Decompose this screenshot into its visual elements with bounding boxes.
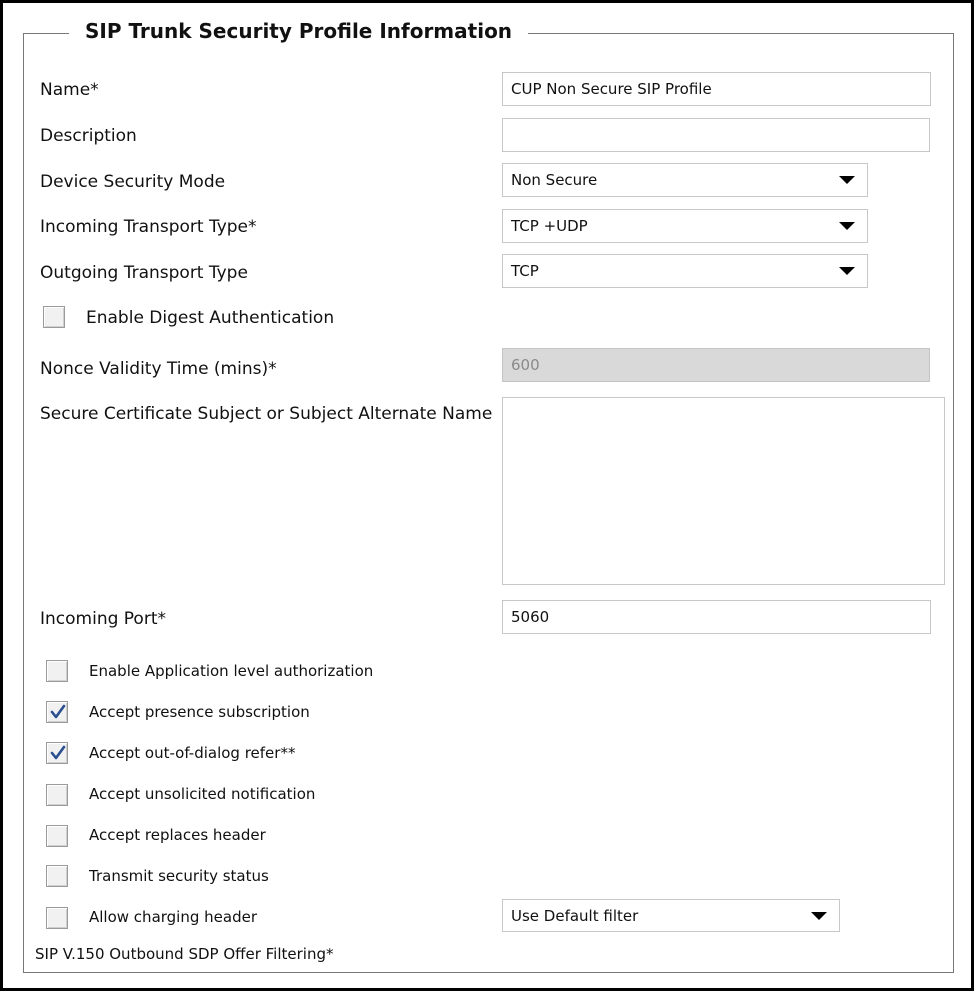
digest-auth-label: Enable Digest Authentication <box>86 308 335 328</box>
digest-auth-checkbox[interactable] <box>43 306 65 328</box>
charging-header-checkbox[interactable] <box>46 907 68 929</box>
app-level-auth-checkbox[interactable] <box>46 660 68 682</box>
nonce-validity-input: 600 <box>502 348 930 382</box>
sdp-filter-value: Use Default filter <box>511 906 639 925</box>
chevron-down-icon <box>839 176 855 184</box>
out-of-dialog-refer-checkbox[interactable] <box>46 742 68 764</box>
secure-cert-textarea[interactable] <box>502 397 945 585</box>
nonce-validity-label: Nonce Validity Time (mins)* <box>40 359 277 379</box>
outgoing-transport-label: Outgoing Transport Type <box>40 263 248 283</box>
outgoing-transport-value: TCP <box>511 262 539 280</box>
name-label: Name* <box>40 80 99 100</box>
incoming-port-input[interactable]: 5060 <box>502 600 931 634</box>
chevron-down-icon <box>839 267 855 275</box>
device-security-mode-select[interactable] <box>502 163 868 197</box>
incoming-transport-label: Incoming Transport Type* <box>40 217 257 237</box>
chevron-down-icon <box>839 222 855 230</box>
unsolicited-notification-label: Accept unsolicited notification <box>89 785 316 803</box>
device-security-mode-value: Non Secure <box>511 171 598 189</box>
replaces-header-label: Accept replaces header <box>89 826 266 844</box>
sdp-filter-label: SIP V.150 Outbound SDP Offer Filtering* <box>35 945 334 963</box>
presence-subscription-label: Accept presence subscription <box>89 703 310 721</box>
name-input[interactable]: CUP Non Secure SIP Profile <box>502 72 931 106</box>
app-level-auth-label: Enable Application level authorization <box>89 662 374 680</box>
description-input[interactable] <box>502 118 930 152</box>
checkmark-icon <box>49 744 67 762</box>
out-of-dialog-refer-label: Accept out-of-dialog refer** <box>89 744 296 762</box>
secure-cert-label: Secure Certificate Subject or Subject Alternate Name <box>40 404 493 424</box>
incoming-transport-select[interactable] <box>502 209 868 243</box>
transmit-security-status-label: Transmit security status <box>89 867 269 885</box>
incoming-transport-value: TCP +UDP <box>511 217 588 235</box>
incoming-port-label: Incoming Port* <box>40 609 166 629</box>
unsolicited-notification-checkbox[interactable] <box>46 784 68 806</box>
charging-header-label: Allow charging header <box>89 908 257 926</box>
presence-subscription-checkbox[interactable] <box>46 701 68 723</box>
replaces-header-checkbox[interactable] <box>46 825 68 847</box>
outgoing-transport-select[interactable] <box>502 254 868 288</box>
sdp-filter-select[interactable] <box>502 899 840 932</box>
chevron-down-icon <box>811 912 827 920</box>
transmit-security-status-checkbox[interactable] <box>46 865 68 887</box>
device-security-mode-label: Device Security Mode <box>40 172 226 192</box>
checkmark-icon <box>49 703 67 721</box>
section-title: SIP Trunk Security Profile Information <box>69 19 528 43</box>
description-label: Description <box>40 126 137 146</box>
